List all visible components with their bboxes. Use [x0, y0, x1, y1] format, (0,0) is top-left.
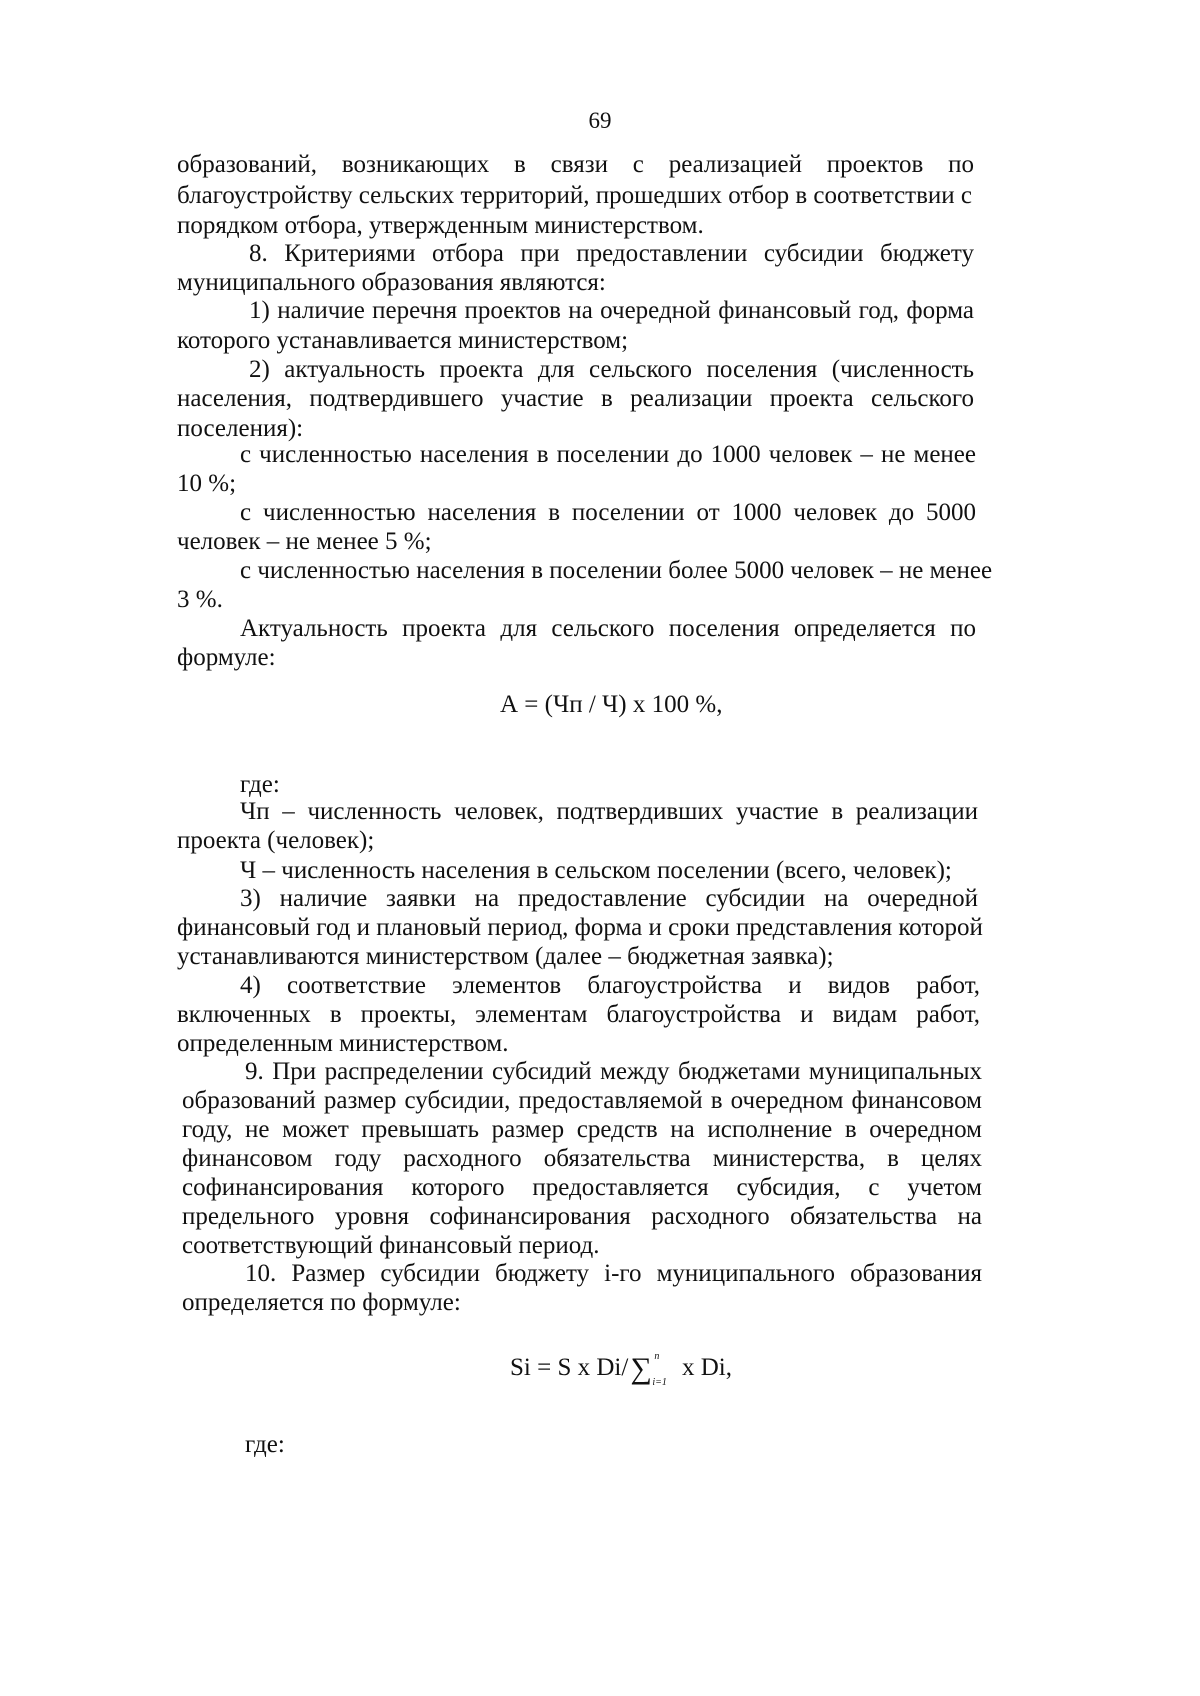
text-line: 3 %. — [177, 586, 223, 613]
text-line: году, не может превышать размер средств на исполнение в очередном — [182, 1116, 982, 1143]
text-line: соответствующий финансовый период. — [182, 1232, 600, 1259]
text-line: включенных в проекты, элементам благоустройства и видам работ, — [177, 1001, 980, 1028]
text-line: порядком отбора, утвержденным министерством. — [177, 212, 704, 239]
text-line: с численностью населения в поселении более 5000 человек – не менее — [240, 557, 993, 584]
sum-symbol — [630, 1351, 667, 1388]
text-line: поселения): — [177, 415, 304, 442]
text-line: благоустройству сельских территорий, прошедших отбор в соответствии с — [177, 182, 972, 209]
text-line: формуле: — [177, 644, 276, 671]
text-line: муниципального образования являются: — [177, 269, 606, 296]
sum-upper-limit: n — [654, 1351, 660, 1362]
text-line: 4) соответствие элементов благоустройства и видов работ, — [240, 972, 980, 999]
text-line: устанавливаются министерством (далее – бюджетная заявка); — [177, 943, 834, 970]
text-line: человек – не менее 5 %; — [177, 528, 432, 555]
text-line: которого устанавливается министерством; — [177, 327, 629, 354]
text-line: где: — [245, 1431, 285, 1458]
text-line: 3) наличие заявки на предоставление субсидии на очередной — [240, 885, 978, 912]
sum-sign: ∑ — [630, 1352, 652, 1385]
text-line: финансовый год и плановый период, форма и сроки представления которой — [177, 914, 983, 941]
text-line: образований размер субсидии, предоставляемой в очередном финансовом — [182, 1087, 982, 1114]
text-line: финансовом году расходного обязательства министерства, в целях — [182, 1145, 982, 1172]
sum-lower-limit: i=1 — [652, 1377, 667, 1388]
text-line: с численностью населения в поселении от 1000 человек до 5000 — [240, 499, 976, 526]
text-line: Чп – численность человек, подтвердивших участие в реализации — [240, 798, 978, 825]
text-line: определенным министерством. — [177, 1030, 509, 1057]
text-line: 8. Критериями отбора при предоставлении субсидии бюджету — [249, 240, 974, 267]
text-line: 10 %; — [177, 470, 237, 497]
text-line: софинансирования которого предоставляется субсидия, с учетом — [182, 1174, 982, 1201]
formula-si — [510, 1351, 732, 1388]
formula-a: А = (Чп / Ч) x 100 %, — [500, 691, 723, 718]
text-line: 10. Размер субсидии бюджету i-го муниципального образования — [245, 1260, 982, 1287]
formula-si-right: x Di, — [675, 1354, 732, 1381]
text-line: проекта (человек); — [177, 827, 375, 854]
formula-si-left: Si = S x Di/ — [510, 1354, 629, 1381]
text-line: Ч – численность населения в сельском поселении (всего, человек); — [240, 857, 952, 884]
text-line: образований, возникающих в связи с реализацией проектов по — [177, 151, 974, 178]
text-line: где: — [240, 771, 280, 798]
text-line: населения, подтвердившего участие в реализации проекта сельского — [177, 385, 974, 412]
text-line: 9. При распределении субсидий между бюджетами муниципальных — [245, 1058, 982, 1085]
text-line: 2) актуальность проекта для сельского поселения (численность — [249, 356, 974, 383]
text-line: 1) наличие перечня проектов на очередной финансовый год, форма — [249, 297, 974, 324]
text-line: Актуальность проекта для сельского поселения определяется по — [240, 615, 976, 642]
page-number: 69 — [588, 108, 612, 133]
text-line: предельного уровня софинансирования расходного обязательства на — [182, 1203, 982, 1230]
text-line: с численностью населения в поселении до 1000 человек – не менее — [240, 441, 976, 468]
text-line: определяется по формуле: — [182, 1289, 461, 1316]
